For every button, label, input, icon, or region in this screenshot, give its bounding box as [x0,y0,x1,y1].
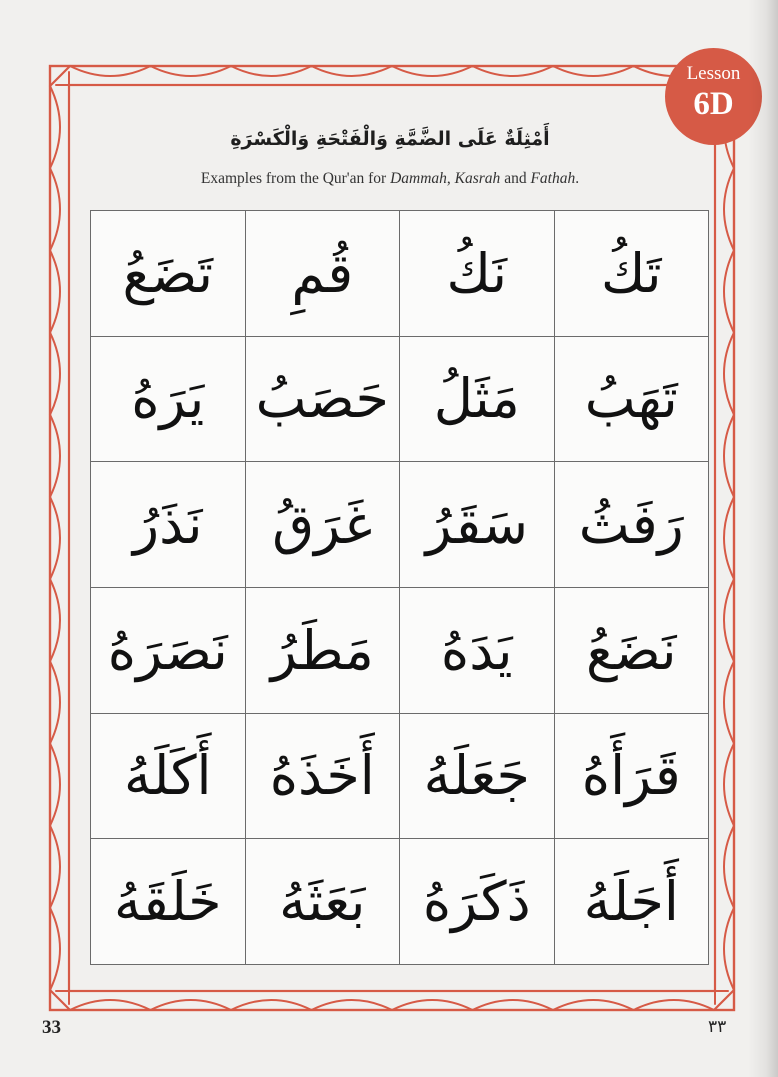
word-cell: تَكُ [555,211,710,337]
fathah-term: Fathah [530,170,576,187]
word-cell: نَكُ [400,211,555,337]
word-cell: قُمِ [246,211,401,337]
word-cell: جَعَلَهُ [400,714,555,840]
word-cell: تَضَعُ [91,211,246,337]
page-number-arabic: ٣٣ [708,1017,727,1037]
word-cell: تَهَبُ [555,337,710,463]
arabic-heading: أَمْثِلَةٌ عَلَى الضَّمَّةِ وَالْفَتْحَةِ وَالْكَسْرَةِ [230,128,550,150]
word-cell: أَكَلَهُ [91,714,246,840]
frame-ornament [50,66,70,86]
page-number-latin: 33 [42,1017,61,1038]
frame-ornament [714,990,734,1010]
word-cell: سَقَرُ [400,462,555,588]
word-cell: خَلَقَهُ [91,839,246,965]
word-cell: مَطَرُ [246,588,401,714]
word-cell: يَدَهُ [400,588,555,714]
word-cell: نَذَرُ [91,462,246,588]
word-cell: رَفَثُ [555,462,710,588]
word-cell: يَرَهُ [91,337,246,463]
lesson-number: 6D [693,86,734,122]
dammah-term: Dammah [390,170,447,187]
word-cell: مَثَلُ [400,337,555,463]
frame-ornament [70,66,714,76]
word-cell: نَضَعُ [555,588,710,714]
frame-ornament [724,86,734,990]
frame-ornament [50,86,60,990]
kasrah-term: Kasrah [454,170,501,187]
word-cell: غَرَقُ [246,462,401,588]
word-cell: أَجَلَهُ [555,839,710,965]
word-cell: حَصَبُ [246,337,401,463]
word-cell: قَرَأَهُ [555,714,710,840]
word-cell: أَخَذَهُ [246,714,401,840]
examples-grid [90,210,709,965]
frame-ornament [50,990,70,1010]
word-cell: ذَكَرَهُ [400,839,555,965]
word-cell: بَعَثَهُ [246,839,401,965]
page-edge-shadow [748,0,778,1077]
word-cell: نَصَرَهُ [91,588,246,714]
lesson-label: Lesson [686,63,741,84]
frame-ornament [70,1000,714,1010]
english-heading: Examples from the Qur'an for Dammah, Kasrah and Fathah. [200,170,580,187]
